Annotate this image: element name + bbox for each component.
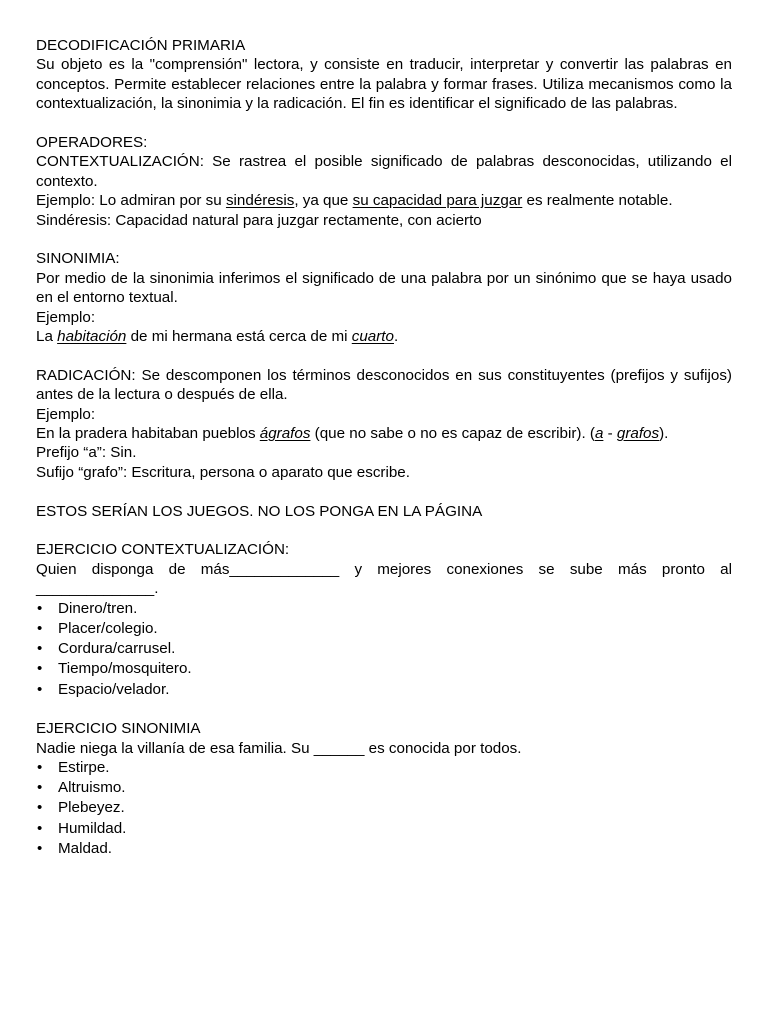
underlined-synonym: cuarto: [351, 328, 394, 346]
underlined-prefix: a: [594, 425, 604, 443]
radicacion-example: En la pradera habitaban pueblos ágrafos (que no sabe o no es capaz de escribir). (a - grafos).: [36, 425, 669, 443]
sinonimia-example-label: Ejemplo:: [36, 308, 96, 326]
list-item: • Placer/colegio.: [58, 619, 732, 639]
sinonimia-example: La habitación de mi hermana está cerca de mi cuarto.: [36, 328, 399, 346]
underlined-word: ágrafos: [259, 425, 311, 443]
sufijo-line: Sufijo “grafo”: Escritura, persona o aparato que escribe.: [36, 463, 410, 481]
list-item: • Cordura/carrusel.: [58, 639, 732, 659]
games-note: ESTOS SERÍAN LOS JUEGOS. NO LOS PONGA EN LA PÁGINA: [36, 502, 483, 520]
section-title-operadores: OPERADORES:: [36, 134, 148, 152]
section-title-decodificacion: DECODIFICACIÓN PRIMARIA: [36, 37, 246, 54]
list-item: • Tiempo/mosquitero.: [58, 659, 732, 679]
radicacion-example-label: Ejemplo:: [36, 405, 96, 423]
list-item: • Altruismo.: [58, 778, 732, 798]
decodificacion-paragraph: Su objeto es la "comprensión" lectora, y consiste en traducir, interpretar y convertir las palabras en conceptos. Permite establecer relaciones entre la palabra y formar frases. Utiliza mecanismos como la contextualización, la sinonimia y la radicación. El fin es identificar el significado de las palabras.: [36, 56, 732, 113]
prefijo-line: Prefijo “a”: Sin.: [36, 444, 137, 462]
list-item: • Plebeyez.: [58, 798, 732, 818]
underlined-clue: su capacidad para juzgar: [352, 192, 523, 210]
ejercicio-sinonimia-options: [36, 758, 732, 859]
list-item: • Maldad.: [58, 839, 732, 859]
section-title-sinonimia: SINONIMIA:: [36, 250, 120, 268]
list-item: • Estirpe.: [58, 758, 732, 778]
sinderesis-definition: Sindéresis: Capacidad natural para juzgar rectamente, con acierto: [36, 211, 482, 229]
contextualizacion-example: Ejemplo: Lo admiran por su sindéresis, ya que su capacidad para juzgar es realmente notable.: [36, 192, 673, 210]
radicacion-paragraph: RADICACIÓN: Se descomponen los términos desconocidos en sus constituyentes (prefijos y sufijos) antes de la lectura o después de ella.: [36, 366, 732, 404]
underlined-root: grafos: [616, 425, 660, 443]
ejercicio-contextualizacion-options: [36, 599, 732, 700]
contextualizacion-paragraph: CONTEXTUALIZACIÓN: Se rastrea el posible significado de palabras desconocidas, utilizando el contexto.: [36, 153, 732, 190]
ejercicio-contextualizacion-prompt: Quien disponga de más_____________ y mejores conexiones se sube más pronto al ______________.: [36, 560, 732, 598]
list-item: • Humildad.: [58, 819, 732, 839]
list-item: • Espacio/velador.: [58, 680, 732, 700]
ejercicio-sinonimia-prompt: Nadie niega la villanía de esa familia. Su ______ es conocida por todos.: [36, 739, 522, 757]
underlined-word: sindéresis: [225, 192, 295, 210]
document-page: [36, 36, 732, 859]
section-title-ejercicio-sinonimia: EJERCICIO SINONIMIA: [36, 720, 201, 738]
underlined-word: habitación: [57, 328, 127, 346]
section-title-ejercicio-contextualizacion: EJERCICIO CONTEXTUALIZACIÓN:: [36, 541, 290, 559]
list-item: • Dinero/tren.: [58, 599, 732, 619]
sinonimia-paragraph: Por medio de la sinonimia inferimos el significado de una palabra por un sinónimo que se haya usado en el entorno textual.: [36, 269, 732, 307]
